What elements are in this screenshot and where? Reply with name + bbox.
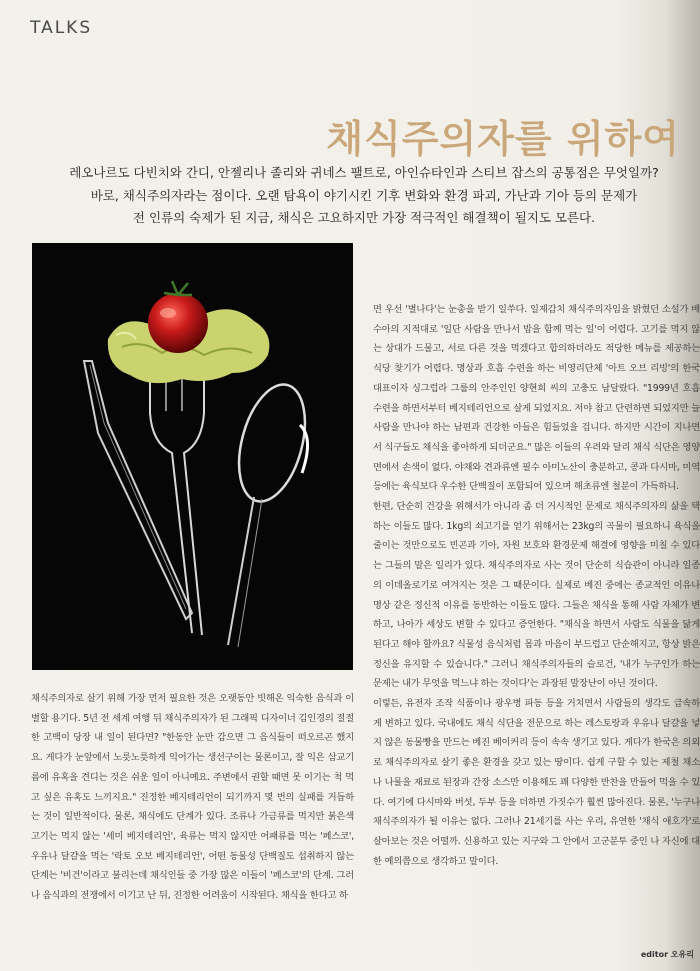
- article-lead: [28, 162, 700, 230]
- body-paragraph: 면 우선 '별나다'는 눈총을 받기 일쑤다. 일제감치 채식주의자임을 밝혔던 소설가 배수아의 지적대로 '일단 사람을 만나서 밥을 함께 먹는 일'이 어렵다. 고기를 먹지 않는 상대가 드물고, 서로 다른 것을 먹겠다고 합의하더라도 적당한 메뉴를 제공하는 식당 찾기가 어렵다. 명상과 호흡 수련을 하는 비영리단체 '아트 오브 리빙'의 한국 대표이자 싱그럽라 그룹의 안주인인 양현희 씨의 고충도 남달랐다. "1999년 호흡 수련을 하면서부터 베지테리언으로 살게 되었지요. 저야 참고 단련하면 되었지만 늘 사람을 만나야 하는 남편과 건강한 아들은 힘들었을 겁니다. 하지만 시간이 지나면서 식구들도 채식을 좋아하게 되더군요." 많은 이들의 우려와 달리 채식 식단은 영양면에서 손색이 없다. 야채와 견과류엔 필수 아미노산이 충분하고, 콩과 다시마, 미역 등에는 육식보다 우수한 단백질이 포함되어 있으며 해초류엔 철분이 가득하니.: [373, 304, 700, 493]
- lead-line: 전 인류의 숙제가 된 지금, 채식은 고요하지만 가장 적극적인 해결책이 될지도 모른다.: [132, 210, 596, 225]
- cutlery-with-salad-photo: [32, 243, 353, 670]
- article-body-left: 채식주의자로 살기 위해 가장 먼저 필요한 것은 오랫동안 빗해온 익숙한 음식과 이별할 용기다. 5년 전 세계 여행 뒤 채식주의자가 된 그래픽 디자이너 김인경의 절절한 고백이 당장 내 일이 된다면? "한동안 눈만 감으면 그 음식들이 떠오르곤 했지요. 게다가 눈앞에서 노릇노릇하게 익어가는 생선구이는 물론이고, 잘 익은 삼교기름에 유혹을 견디는 것은 쉬운 일이 아니예요. 주변에서 권할 때면 못 이기는 척 먹고 싶은 유혹도 느끼지요." 진정한 베지테리언이 되기까지 몇 번의 실패를 거듭하는 것이 일반적이다. 물론, 채식에도 단계가 있다. 조류나 가금류를 먹지만 붉은색 고기는 먹지 않는 '세미 베지테리언', 육류는 먹지 않지만 어패류를 먹는 '페스코', 우유나 달걀을 먹는 '락토 오보 베지테리언', 어떤 동물성 단백질도 섭취하지 않는 단계는 '비건'이라고 불리는데 채식인들 중 가장 많은 이들이 '페스코'의 단계. 그러나 음식과의 전쟁에서 이기고 난 뒤, 진정한 어려움이 시작된다. 채식을 한다고 하: [31, 693, 354, 902]
- section-label: TALKS: [30, 18, 93, 38]
- editor-credit: editor 오유리: [640, 950, 694, 959]
- article-title: 채식주의자를 위하여: [326, 116, 680, 161]
- lead-line: 바로, 채식주의자라는 점이다. 오랜 탐욕이 야기시킨 기후 변화와 환경 파괴, 가난과 기아 등의 문제가: [90, 187, 638, 203]
- tomato-shape: [148, 281, 208, 353]
- lead-line: 레오나르도 다빈치와 간디, 안젤리나 졸리와 귀네스 팰트로, 아인슈타인과 스티브 잡스의 공통점은 무엇일까?: [69, 165, 659, 180]
- photo-illustration: [32, 243, 353, 670]
- article-body-right: [373, 300, 700, 871]
- fork-shape: [150, 363, 204, 635]
- body-paragraph: 이렇든, 유전자 조작 식품이나 광우병 파동 등을 거치면서 사람들의 생각도 급속하게 변하고 있다. 국내에도 채식 식단을 전문으로 하는 레스토랑과 우유나 달걀을 넣지 않은 동물빵을 만드는 베진 베이커리 등이 속속 생기고 있다. 게다가 한국은 의외로 채식주의자로 살기 좋은 환경을 갖고 있는 땅이다. 쉽게 구할 수 있는 제철 채소나 나물을 재료로 된장과 간장 소스만 이용해도 꽤 다양한 반찬을 만들어 먹을 수 있다. 여기에 다시마와 버섯, 두부 등을 더하면 가짓수가 훨씬 많아진다. 물론, '누구나 채식주의자가 될 이유는 없다. 그러나 21세기를 사는 우리, 유연한 '채식 애호가'로 살아보는 것은 어떨까. 신용하고 있는 지구와 그 안에서 고군분투 중인 나 자신에 대한 예의쯤으로 생각하고 말이다.: [373, 698, 700, 867]
- spoon-shape: [227, 377, 316, 647]
- body-paragraph: 한편, 단순히 건강을 위해서가 아니라 좀 더 거시적인 문제로 채식주의자의 삶을 택하는 이들도 많다. 1kg의 쇠고기를 얻기 위해서는 23kg의 곡물이 필요하니 육식을 줄이는 것만으로도 빈곤과 기아, 자원 보호와 환경문제 해결에 영향을 미칠 수 있다는 그들의 말은 일리가 있다. 채식주의자로 사는 것이 단순히 식습관이 아니라 일종의 이데올로기로 여겨지는 것은 그 때문이다. 실제로 베진 중에는 종교적인 이유나 명상 같은 정신적 이유를 동반하는 이들도 많다. 그들은 채식을 통해 사람 자체가 변하고, 나아가 세상도 변할 수 있다고 증언한다. "채식을 하면서 사람도 식물을 닮게 된다고 해야 할까요? 식물성 음식처럼 몸과 마음이 부드럽고 단순해지고, 항상 밝은 정신을 유지할 수 있습니다." 그러니 채식주의자들의 슬로건, '내가 누구인가 하는 문제는 내가 무엇을 먹느냐 하는 것이다'는 과장된 말장난이 아닌 것이다.: [373, 501, 700, 690]
